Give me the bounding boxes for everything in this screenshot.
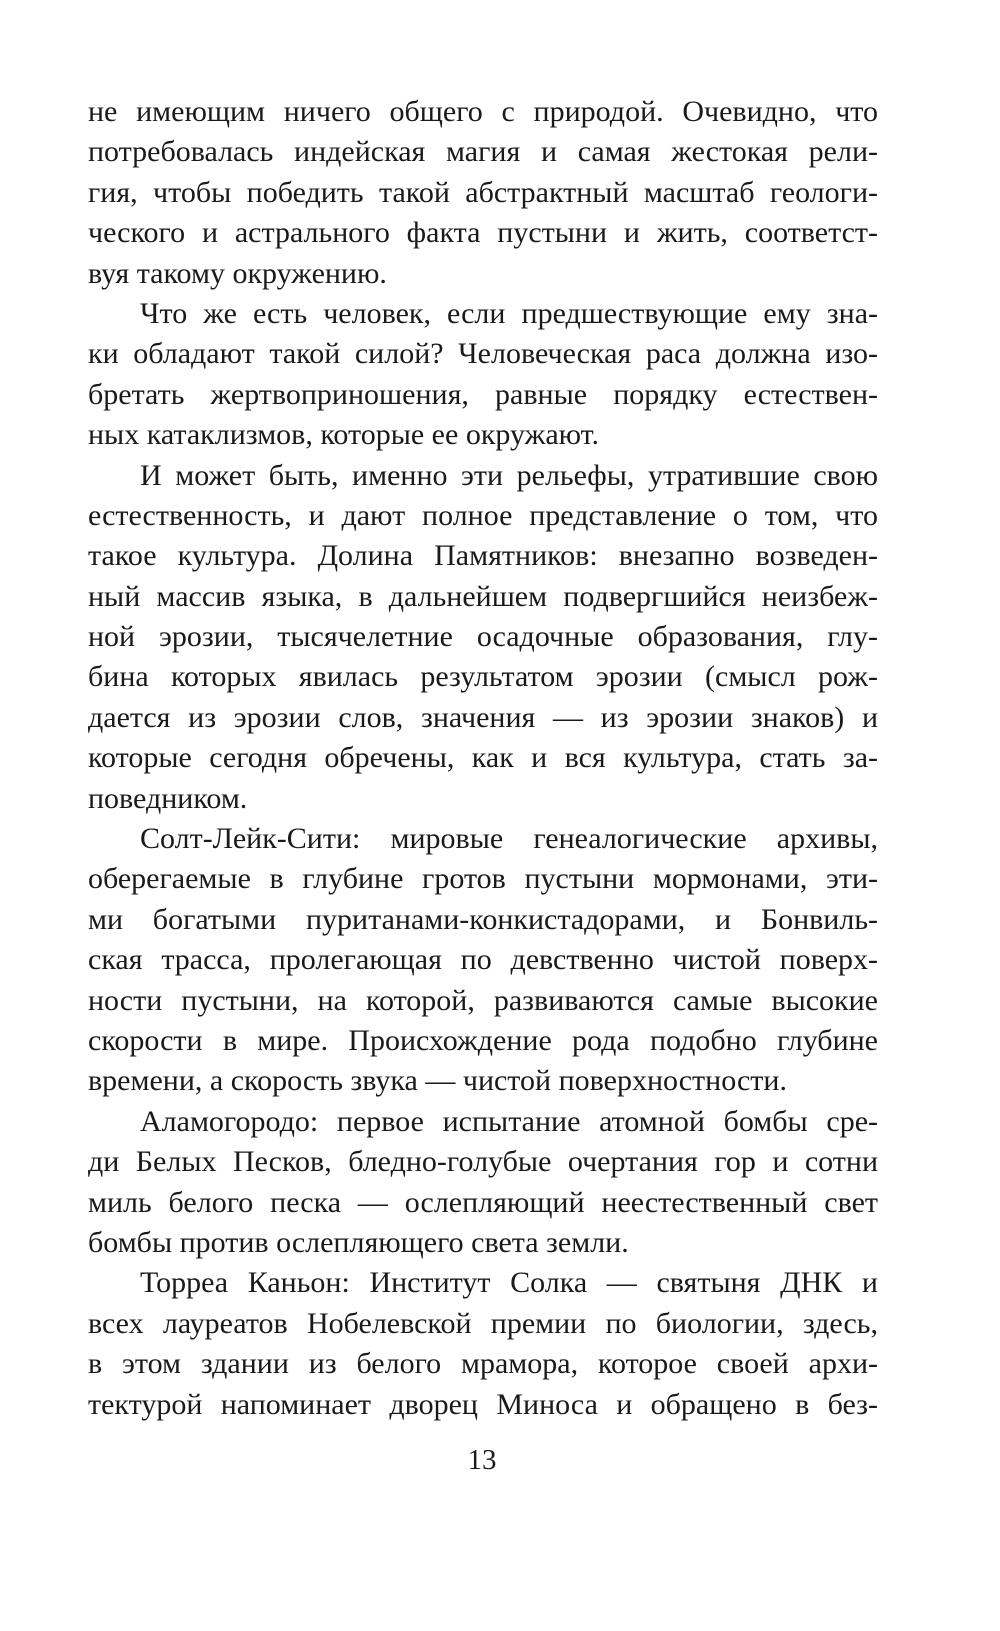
text-line: ной эрозии, тысячелетние осадочные образования, глу-	[88, 620, 878, 654]
page-number: 13	[467, 1444, 497, 1476]
text-line: гия, чтобы победить такой абстрактный масштаб геологи-	[88, 175, 878, 209]
text-line: ская трасса, пролегающая по девственно чистой поверх-	[88, 943, 878, 977]
text-line: поведником.	[88, 781, 248, 815]
text-line: бомбы против ослепляющего света земли.	[88, 1225, 629, 1259]
text-line: скорости в мире. Происхождение рода подобно глубине	[88, 1023, 878, 1057]
text-line: И может быть, именно эти рельефы, утратившие свою	[140, 458, 878, 492]
book-page-text	[88, 92, 878, 1425]
text-line: не имеющим ничего общего с природой. Очевидно, что	[88, 95, 878, 128]
paragraph	[88, 456, 878, 820]
text-line: Солт-Лейк-Сити: мировые генеалогические архивы,	[140, 822, 878, 856]
text-line: вуя такому окружению.	[88, 256, 387, 290]
text-line: ных катаклизмов, которые ее окружают.	[88, 418, 600, 452]
text-line: дается из эрозии слов, значения — из эрозии знаков) и	[88, 700, 878, 734]
text-line: бретать жертвоприношения, равные порядку естествен-	[88, 377, 878, 411]
text-line: естественность, и дают полное представление о том, что	[88, 498, 878, 532]
text-line: ности пустыни, на которой, развиваются самые высокие	[88, 983, 878, 1017]
text-line: Торреа Каньон: Институт Солка — святыня ДНК и	[140, 1266, 878, 1300]
text-line: потребовалась индейская магия и самая жестокая рели-	[88, 135, 878, 169]
text-line: ми богатыми пуританами-конкистадорами, и Бонвиль-	[88, 902, 878, 936]
text-line: ческого и астрального факта пустыни и жить, соответст-	[88, 216, 878, 250]
text-line: Аламогородо: первое испытание атомной бомбы сре-	[140, 1104, 878, 1138]
text-line: ди Белых Песков, бледно-голубые очертания гор и сотни	[88, 1145, 878, 1179]
text-line: тектурой напоминает дворец Миноса и обращено в без-	[88, 1387, 878, 1421]
text-line: которые сегодня обречены, как и вся культура, стать за-	[88, 741, 878, 775]
paragraph	[88, 819, 878, 1102]
text-line: миль белого песка — ослепляющий неестественный свет	[88, 1185, 878, 1219]
text-line: всех лауреатов Нобелевской премии по биологии, здесь,	[88, 1306, 878, 1340]
text-line: ки обладают такой силой? Человеческая раса должна изо-	[88, 337, 878, 371]
paragraph	[88, 294, 878, 456]
text-line: такое культура. Долина Памятников: внезапно возведен-	[88, 539, 878, 573]
text-line: времени, а скорость звука — чистой поверхностности.	[88, 1064, 787, 1098]
text-line: Что же есть человек, если предшествующие ему зна-	[140, 296, 878, 330]
text-line: оберегаемые в глубине гротов пустыни мормонами, эти-	[88, 862, 878, 896]
text-line: ный массив языка, в дальнейшем подвергшийся неизбеж-	[88, 579, 878, 613]
paragraph	[88, 1102, 878, 1264]
text-line: в этом здании из белого мрамора, которое своей архи-	[88, 1347, 878, 1381]
paragraph	[88, 92, 878, 294]
text-line: бина которых явилась результатом эрозии (смысл рож-	[88, 660, 878, 694]
paragraph	[88, 1263, 878, 1425]
